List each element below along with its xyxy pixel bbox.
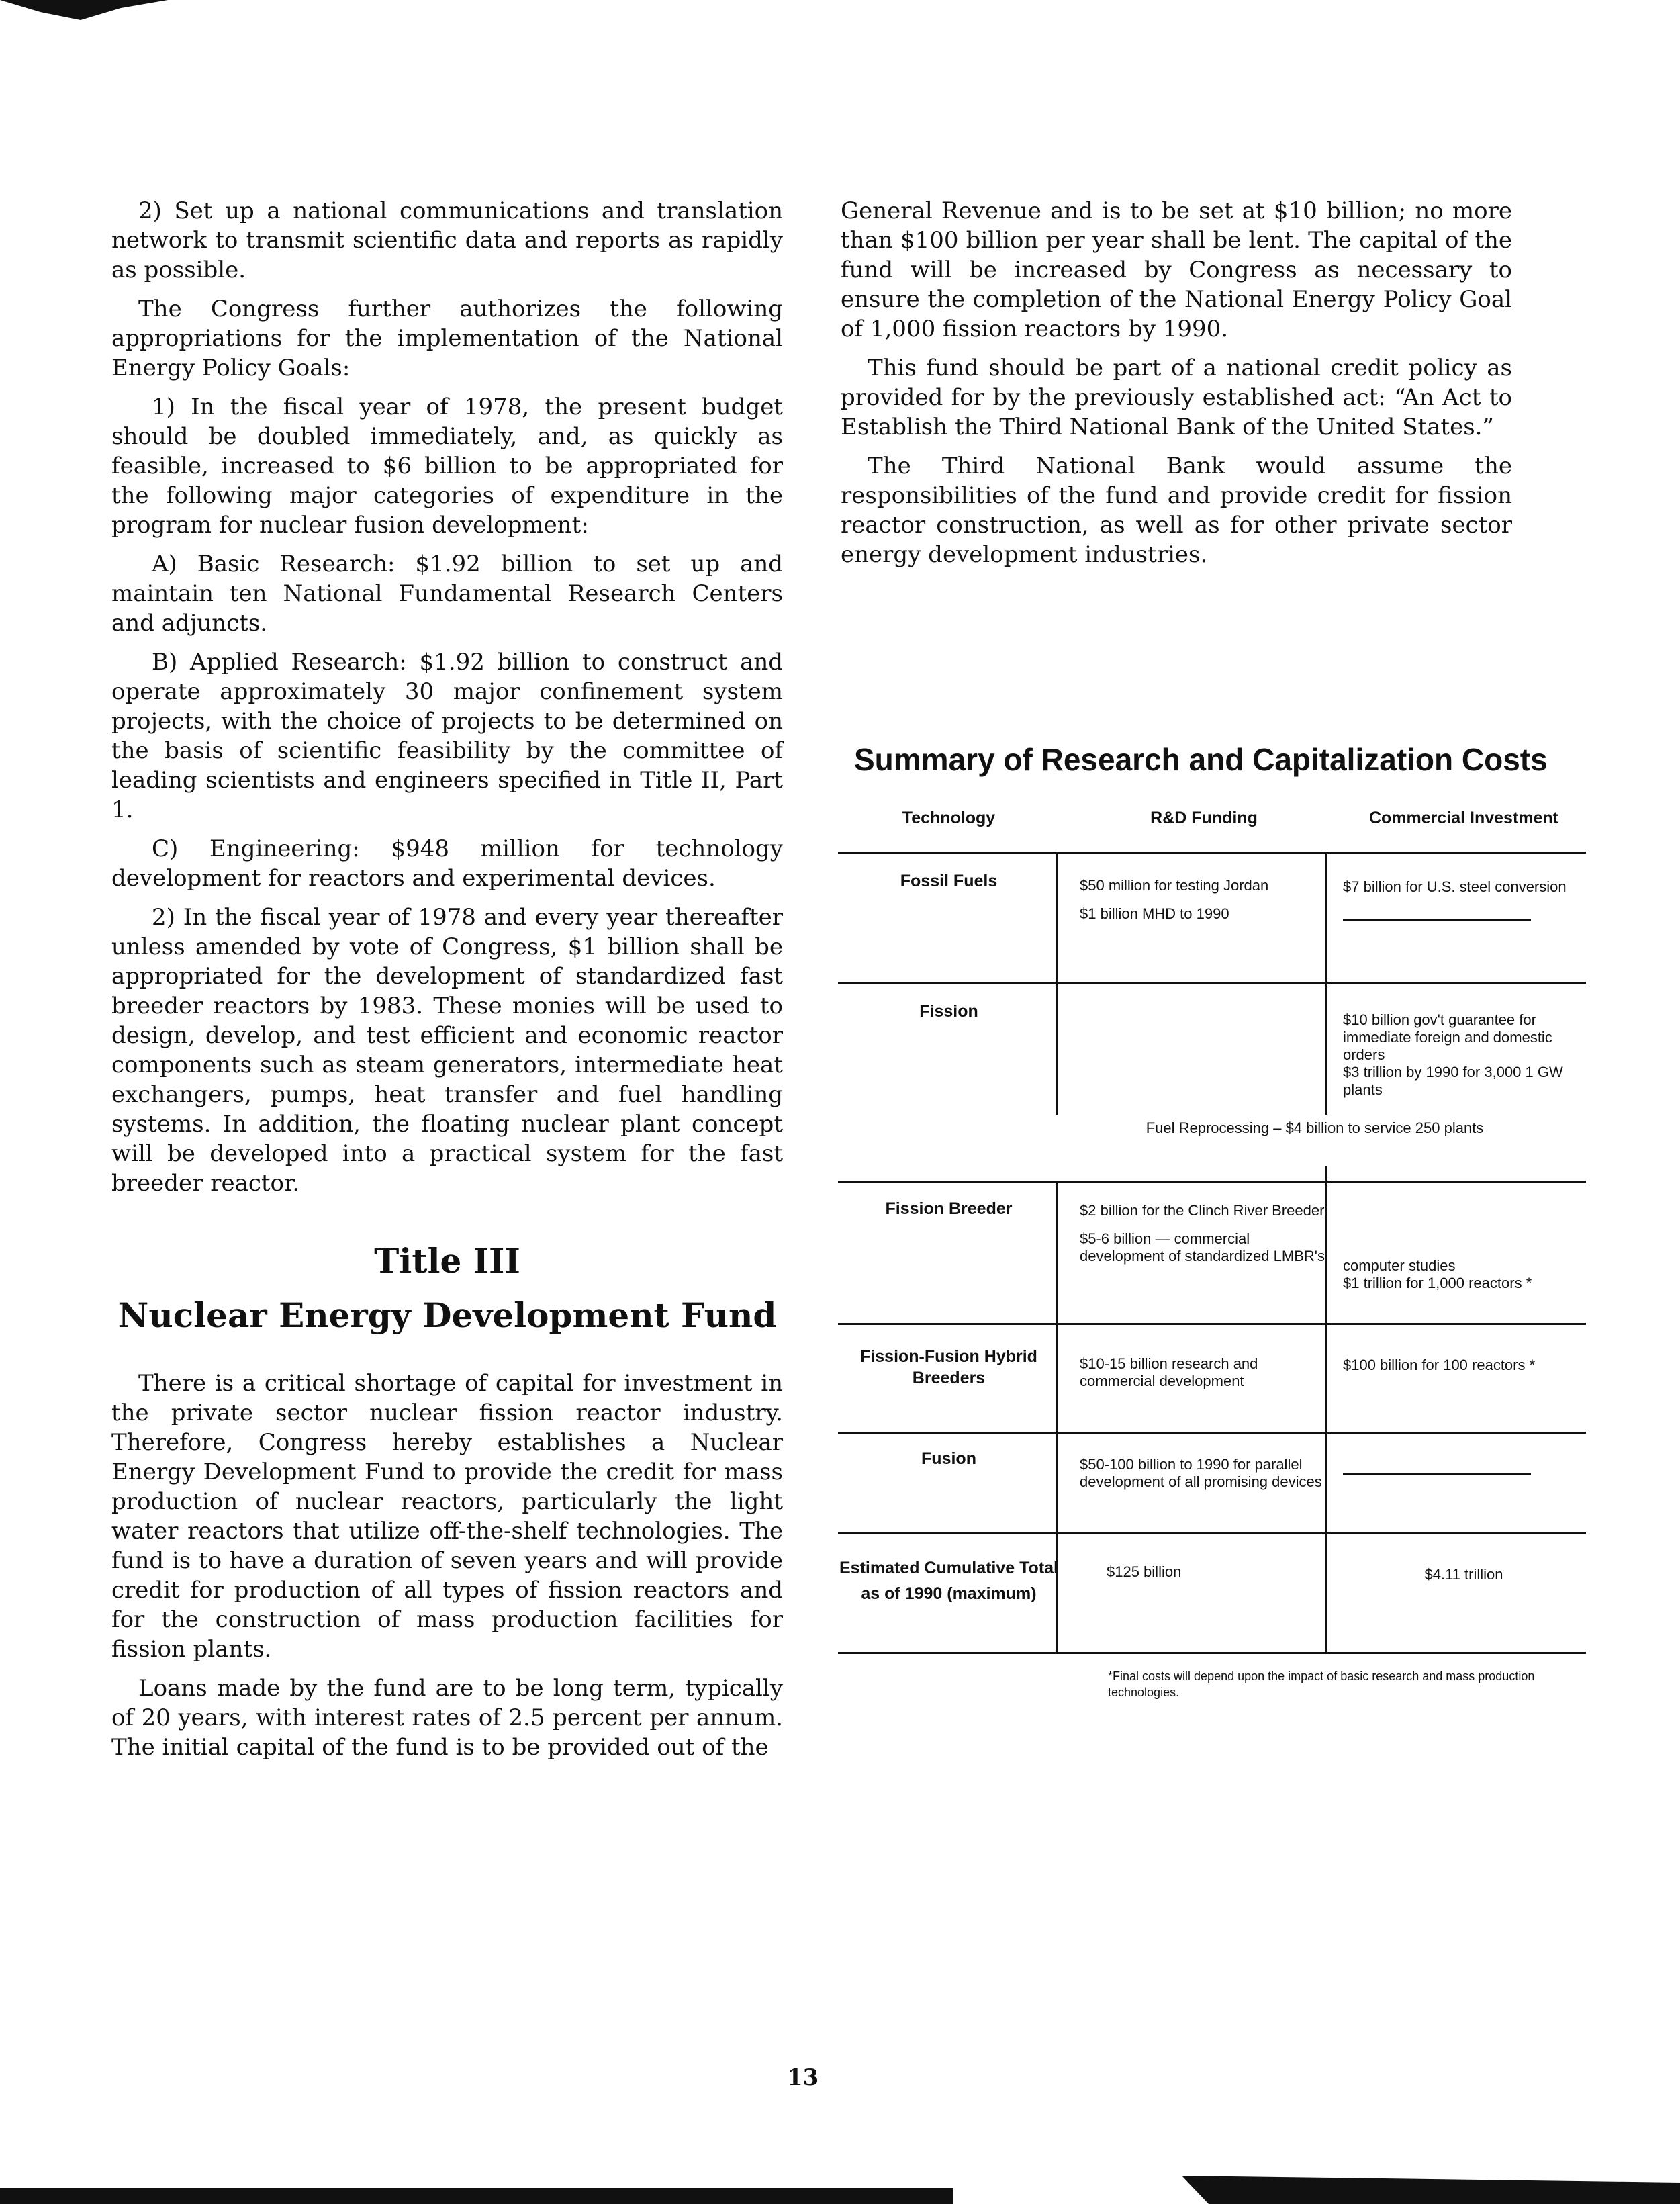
- row-commercial-investment: [1343, 878, 1585, 924]
- cell-text: $4.11 trillion: [1424, 1566, 1503, 1583]
- row-commercial-investment: [1343, 1464, 1585, 1481]
- row-technology: Fission Breeder: [885, 1199, 1013, 1218]
- row-commercial-investment: [1343, 1566, 1585, 1594]
- row-rd-funding: [1080, 877, 1328, 933]
- table-divider: [838, 1652, 1586, 1654]
- scan-artifact-bottom: [0, 2176, 1680, 2204]
- cell-text: $125 billion: [1107, 1563, 1182, 1580]
- table-divider: [838, 1432, 1586, 1434]
- paragraph: There is a critical shortage of capital for investment in the private sector nuclear fission reactor industry. Therefore, Congress hereby establishes a Nuclear Energy Development Fund to provide the credit for mass production of nuclear reactors, particularly the light water reactors that utilize off-the-shelf technologies. The fund is to have a duration of seven years and will provide credit for production of all types of fission reactors and for the construction of mass production facilities for fission plants.: [111, 1370, 783, 1663]
- cell-text: $50 million for testing Jordan: [1080, 877, 1269, 894]
- cell-text: $3 trillion by 1990 for 3,000 1 GW plants: [1343, 1064, 1563, 1098]
- column-header-technology: Technology: [902, 809, 996, 827]
- row-commercial-investment: [1343, 1357, 1585, 1385]
- cell-text: $1 trillion for 1,000 reactors *: [1343, 1275, 1532, 1291]
- cell-text: $10 billion gov't guarantee for immediate foreign and domestic orders: [1343, 1011, 1552, 1063]
- row-rd-funding: [1080, 1456, 1328, 1502]
- section-title: Title III: [374, 1241, 520, 1281]
- table-divider: [1325, 1166, 1327, 1182]
- paragraph: 1) In the fiscal year of 1978, the present budget should be doubled immediately, and, as quickly as feasible, increased to $6 billion to be appropriated for the following major categories of expenditure in the program for nuclear fusion development:: [111, 394, 783, 539]
- row-commercial-investment: [1343, 1011, 1585, 1109]
- right-column: [841, 196, 1512, 579]
- cell-text: computer studies: [1343, 1257, 1456, 1274]
- paragraph: B) Applied Research: $1.92 billion to construct and operate approximately 30 major confinement system projects, with the choice of projects to be determined on the basis of scientific feasibility by the committee of leading scientists and engineers specified in Title II, Part 1.: [111, 649, 783, 823]
- cell-text: $1 billion MHD to 1990: [1080, 905, 1229, 922]
- paragraph: The Third National Bank would assume the responsibilities of the fund and provide credit for fission reactor construction, as well as for other private sector energy development industries.: [841, 453, 1512, 568]
- table-divider: [838, 1532, 1586, 1534]
- row-technology: Fusion: [921, 1449, 976, 1468]
- summary-title: Summary of Research and Capitalization Costs: [854, 742, 1548, 777]
- summary-table: [838, 803, 1586, 1656]
- row-commercial-investment: [1343, 1257, 1585, 1303]
- row-rd-funding: [1080, 1202, 1328, 1276]
- table-divider: [838, 1181, 1586, 1183]
- row-rd-funding: [1080, 1563, 1355, 1592]
- page-number: 13: [787, 2064, 819, 2091]
- paragraph: A) Basic Research: $1.92 billion to set up and maintain ten National Fundamental Research Centers and adjuncts.: [111, 551, 783, 637]
- table-divider: [838, 982, 1586, 984]
- row-technology: Fission: [919, 1002, 978, 1021]
- cell-text: $50-100 billion to 1990 for parallel development of all promising devices: [1080, 1456, 1322, 1490]
- row-technology: Fossil Fuels: [900, 872, 998, 890]
- blank-line: [1343, 1472, 1531, 1475]
- column-header-rd-funding: R&D Funding: [1150, 809, 1258, 827]
- paragraph: 2) Set up a national communications and translation network to transmit scientific data and reports as rapidly as possible.: [111, 197, 783, 283]
- table-divider: [838, 1323, 1586, 1325]
- paragraph: 2) In the fiscal year of 1978 and every year thereafter unless amended by vote of Congress, $1 billion shall be appropriated for the development of standardized fast breeder reactors by 1983. These monies will be used to design, develop, and test efficient and economic reactor components such as steam generators, intermediate heat exchangers, pumps, heat transfer and fuel handling systems. In addition, the floating nuclear plant concept will be developed into a practical system for the fast breeder reactor.: [111, 904, 783, 1197]
- paragraph: This fund should be part of a national credit policy as provided for by the previously established act: “An Act to Establish the Third National Bank of the United States.”: [841, 355, 1512, 441]
- column-header-commercial-investment: Commercial Investment: [1368, 809, 1559, 827]
- row-technology: Estimated Cumulative Total as of 1990 (maximum): [839, 1559, 1058, 1603]
- cell-text: $2 billion for the Clinch River Breeder: [1080, 1202, 1325, 1219]
- paragraph: The Congress further authorizes the following appropriations for the implementation of the National Energy Policy Goals:: [111, 295, 783, 381]
- paragraph: General Revenue and is to be set at $10 billion; no more than $100 billion per year shall be lent. The capital of the fund will be increased by Congress as necessary to ensure the completion of the National Energy Policy Goal of 1,000 fission reactors by 1990.: [841, 197, 1512, 342]
- row-rd-funding: [1080, 1355, 1328, 1401]
- blank-line: [1343, 918, 1531, 921]
- cell-text: $10-15 billion research and commercial development: [1080, 1355, 1258, 1389]
- cell-text: $5-6 billion — commercial development of standardized LMBR's: [1080, 1230, 1325, 1265]
- row-technology: Fission-Fusion Hybrid Breeders: [860, 1347, 1037, 1387]
- cell-text: $100 billion for 100 reactors *: [1343, 1357, 1536, 1373]
- section-subtitle: Nuclear Energy Development Fund: [118, 1295, 777, 1335]
- left-column: [111, 196, 783, 1772]
- table-footnote: *Final costs will depend upon the impact of basic research and mass production technologies.: [1108, 1669, 1535, 1699]
- cell-text: $7 billion for U.S. steel conversion: [1343, 878, 1567, 895]
- paragraph: C) Engineering: $948 million for technology development for reactors and experimental devices.: [111, 835, 783, 892]
- table-divider: [1056, 853, 1058, 1115]
- scan-artifact-top: [0, 0, 175, 27]
- paragraph: Loans made by the fund are to be long term, typically of 20 years, with interest rates of 2.5 percent per annum. The initial capital of the fund is to be provided out of the: [111, 1675, 783, 1761]
- table-divider: [838, 852, 1586, 854]
- row-span-fuel-reprocessing: Fuel Reprocessing – $4 billion to service 250 plants: [1146, 1119, 1484, 1136]
